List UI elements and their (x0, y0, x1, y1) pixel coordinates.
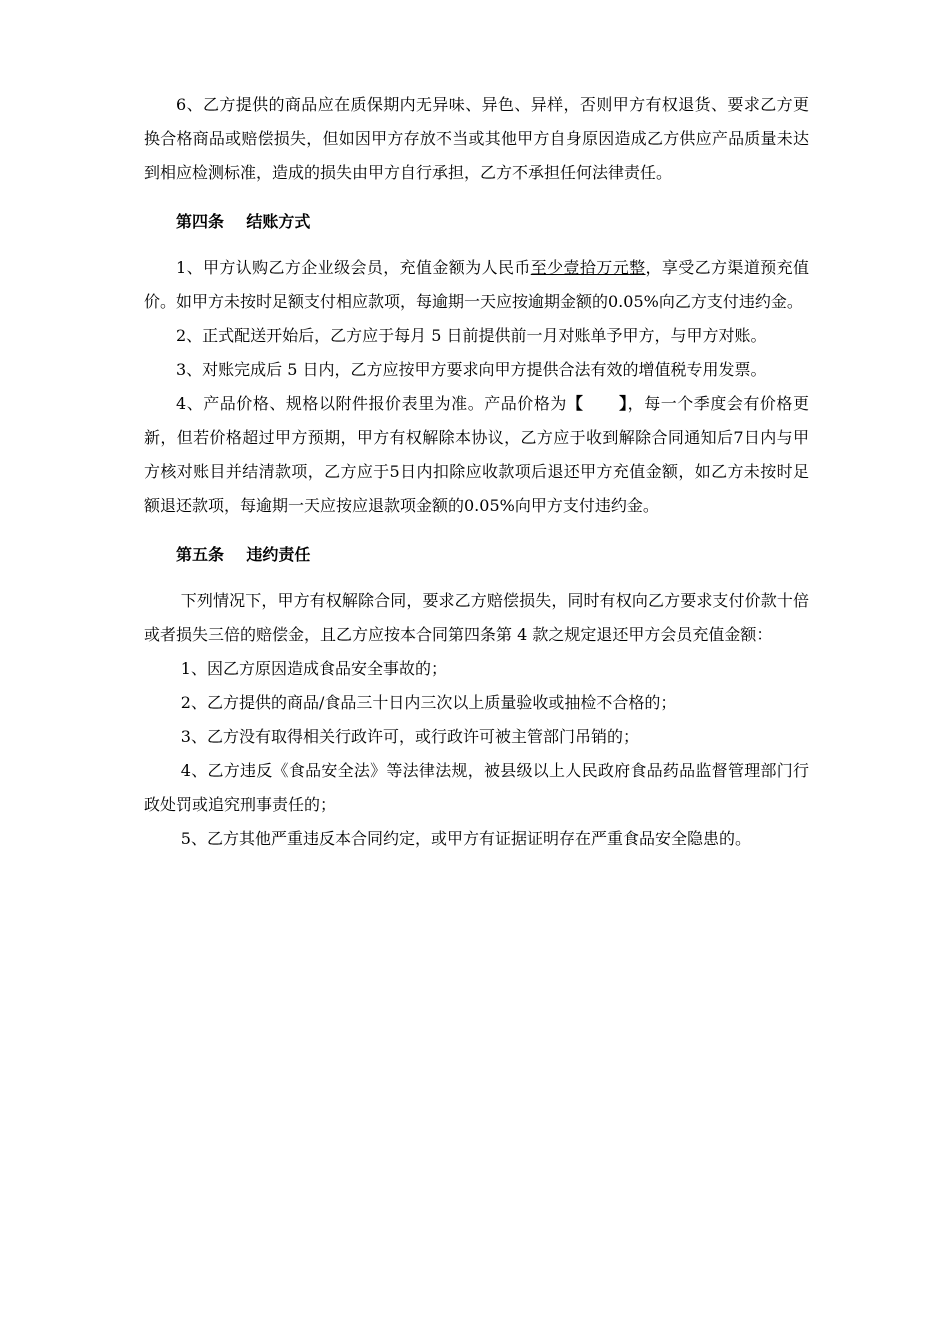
clause-4-item-4-post: ，每一个季度会有价格更新，但若价格超过甲方预期，甲方有权解除本协议，乙方应于收到解除合同通知后7日内与甲方核对账目并结清款项，乙方应于5日内扣除应收款项后退还甲方充值金额，如乙方未按时足额退还款项，每逾期一天应按应退款项金额的0.05%向甲方支付违约金。 (144, 394, 809, 515)
clause-4-item-3: 3、对账完成后 5 日内，乙方应按甲方要求向甲方提供合法有效的增值税专用发票。 (176, 360, 767, 379)
document-page (144, 88, 809, 856)
clause-5-item-3: 3、乙方没有取得相关行政许可，或行政许可被主管部门吊销的； (180, 727, 639, 746)
clause-5-item-1: 1、因乙方原因造成食品安全事故的； (180, 659, 447, 678)
price-bracket-close: 】 (618, 394, 628, 413)
clause-4-title: 结账方式 (246, 212, 311, 231)
clause-3-item-6: 6、乙方提供的商品应在质保期内无异味、异色、异样，否则甲方有权退货、要求乙方更换合格商品或赔偿损失，但如因甲方存放不当或其他甲方自身原因造成乙方供应产品质量未达到相应检测标准，造成的损失由甲方自行承担，乙方不承担任何法律责任。 (144, 95, 809, 182)
recharge-amount: 至少壹拾万元整 (530, 258, 646, 277)
clause-5-intro: 下列情况下，甲方有权解除合同，要求乙方赔偿损失，同时有权向乙方要求支付价款十倍或者损失三倍的赔偿金，且乙方应按本合同第四条第 4 款之规定退还甲方会员充值金额： (144, 591, 809, 644)
clause-5-heading (144, 538, 809, 572)
clause-4-item-1-post: ，享受乙方渠道预充值价。如甲方未按时足额支付相应款项，每逾期一天应按逾期金额的0.05%向乙方支付违约金。 (144, 258, 809, 311)
clause-5-number: 第五条 (176, 545, 225, 564)
price-bracket-open: 【 (566, 394, 584, 413)
clause-5-item-5: 5、乙方其他严重违反本合同约定，或甲方有证据证明存在严重食品安全隐患的。 (180, 829, 751, 848)
clause-4-item-4-pre: 4、产品价格、规格以附件报价表里为准。产品价格为 (176, 394, 567, 413)
clause-4-item-4 (144, 387, 809, 523)
clause-5-title: 违约责任 (246, 545, 311, 564)
clause-5-item-2: 2、乙方提供的商品/食品三十日内三次以上质量验收或抽检不合格的； (180, 693, 677, 712)
clause-4-item-1-pre: 1、甲方认购乙方企业级会员，充值金额为人民币 (176, 258, 531, 277)
clause-5-item-4: 4、乙方违反《食品安全法》等法律法规，被县级以上人民政府食品药品监督管理部门行政处罚或追究刑事责任的； (144, 761, 809, 814)
clause-4-item-2: 2、正式配送开始后，乙方应于每月 5 日前提供前一月对账单予甲方，与甲方对账。 (176, 326, 767, 345)
clause-4-number: 第四条 (176, 212, 225, 231)
clause-4-item-1 (144, 251, 809, 319)
clause-4-heading (144, 205, 809, 239)
